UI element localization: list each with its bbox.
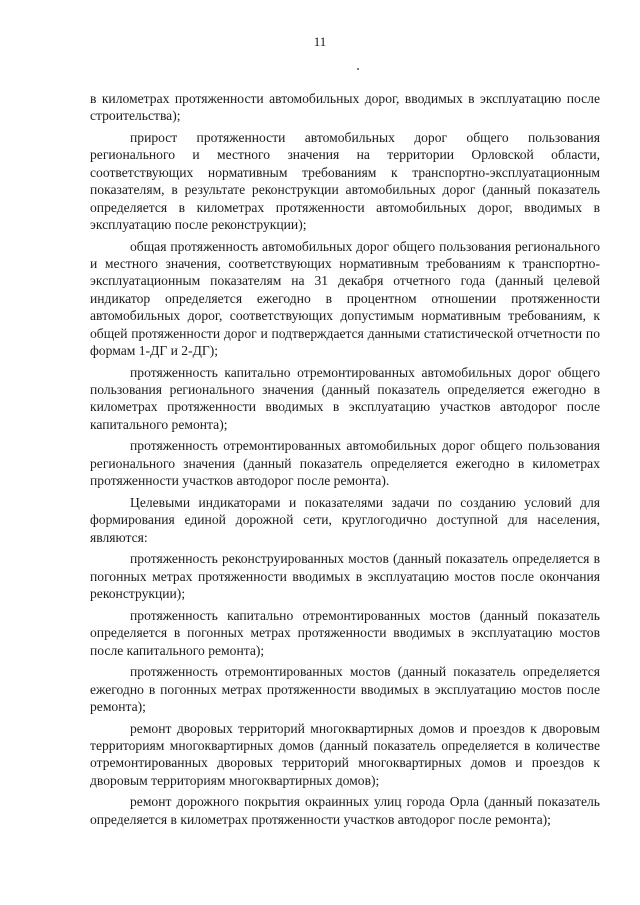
- scan-dot: [357, 68, 359, 70]
- paragraph: общая протяженность автомобильных дорог общего пользования регионального и местного значения, соответствующих нормативным требованиям к транспортно-эксплуатационным показателям на 31 декабря отчетного года (данный целевой индикатор определяется ежегодно в процентном отношении протяженности автомобильных дорог, соответствующих допустимым нормативным требованиям, к общей протяженности дорог и подтверждается данными статистической отчетности по формам 1-ДГ и 2-ДГ);: [90, 238, 600, 359]
- page-number: 11: [313, 34, 327, 49]
- paragraph: ремонт дорожного покрытия окраинных улиц города Орла (данный показатель определяется в километрах протяженности участков автодорог после ремонта);: [90, 794, 600, 827]
- paragraph: протяженность капитально отремонтированных мостов (данный показатель определяется в погонных метрах протяженности вводимых в эксплуатацию мостов после капитального ремонта);: [90, 607, 600, 658]
- paragraph: протяженность реконструированных мостов (данный показатель определяется в погонных метрах протяженности вводимых в эксплуатацию мостов после окончания реконструкции);: [90, 551, 600, 602]
- paragraph: протяженность отремонтированных мостов (данный показатель определяется ежегодно в погонных метрах протяженности вводимых в эксплуатацию мостов после ремонта);: [90, 664, 600, 714]
- paragraph: ремонт дворовых территорий многоквартирных домов и проездов к дворовым территориям многоквартирных домов (данный показатель определяется в количестве отремонтированных дворовых территорий многоквартирных домов и проездов к дворовым территориям многоквартирных домов);: [90, 720, 600, 788]
- document-body: [90, 90, 600, 832]
- paragraph: Целевыми индикаторами и показателями задачи по созданию условий для формирования единой дорожной сети, круглогодично доступной для населения, являются:: [90, 494, 600, 545]
- paragraph: протяженность капитально отремонтированных автомобильных дорог общего пользования регионального значения (данный показатель определяется ежегодно в километрах протяженности вводимых в эксплуатацию участков автодорог после капитального ремонта);: [90, 364, 600, 432]
- paragraph: прирост протяженности автомобильных дорог общего пользования регионального и местного значения на территории Орловской области, соответствующих нормативным требованиям к транспортно-эксплуатационным показателям, в результате реконструкции автомобильных дорог (данный показатель определяется в километрах протяженности автомобильных дорог, вводимых в эксплуатацию после реконструкции);: [90, 130, 600, 233]
- paragraph: в километрах протяженности автомобильных дорог, вводимых в эксплуатацию после строительства);: [90, 91, 600, 124]
- paragraph: протяженность отремонтированных автомобильных дорог общего пользования регионального значения (данный показатель определяется ежегодно в километрах протяженности участков автодорог после ремонта).: [90, 438, 600, 489]
